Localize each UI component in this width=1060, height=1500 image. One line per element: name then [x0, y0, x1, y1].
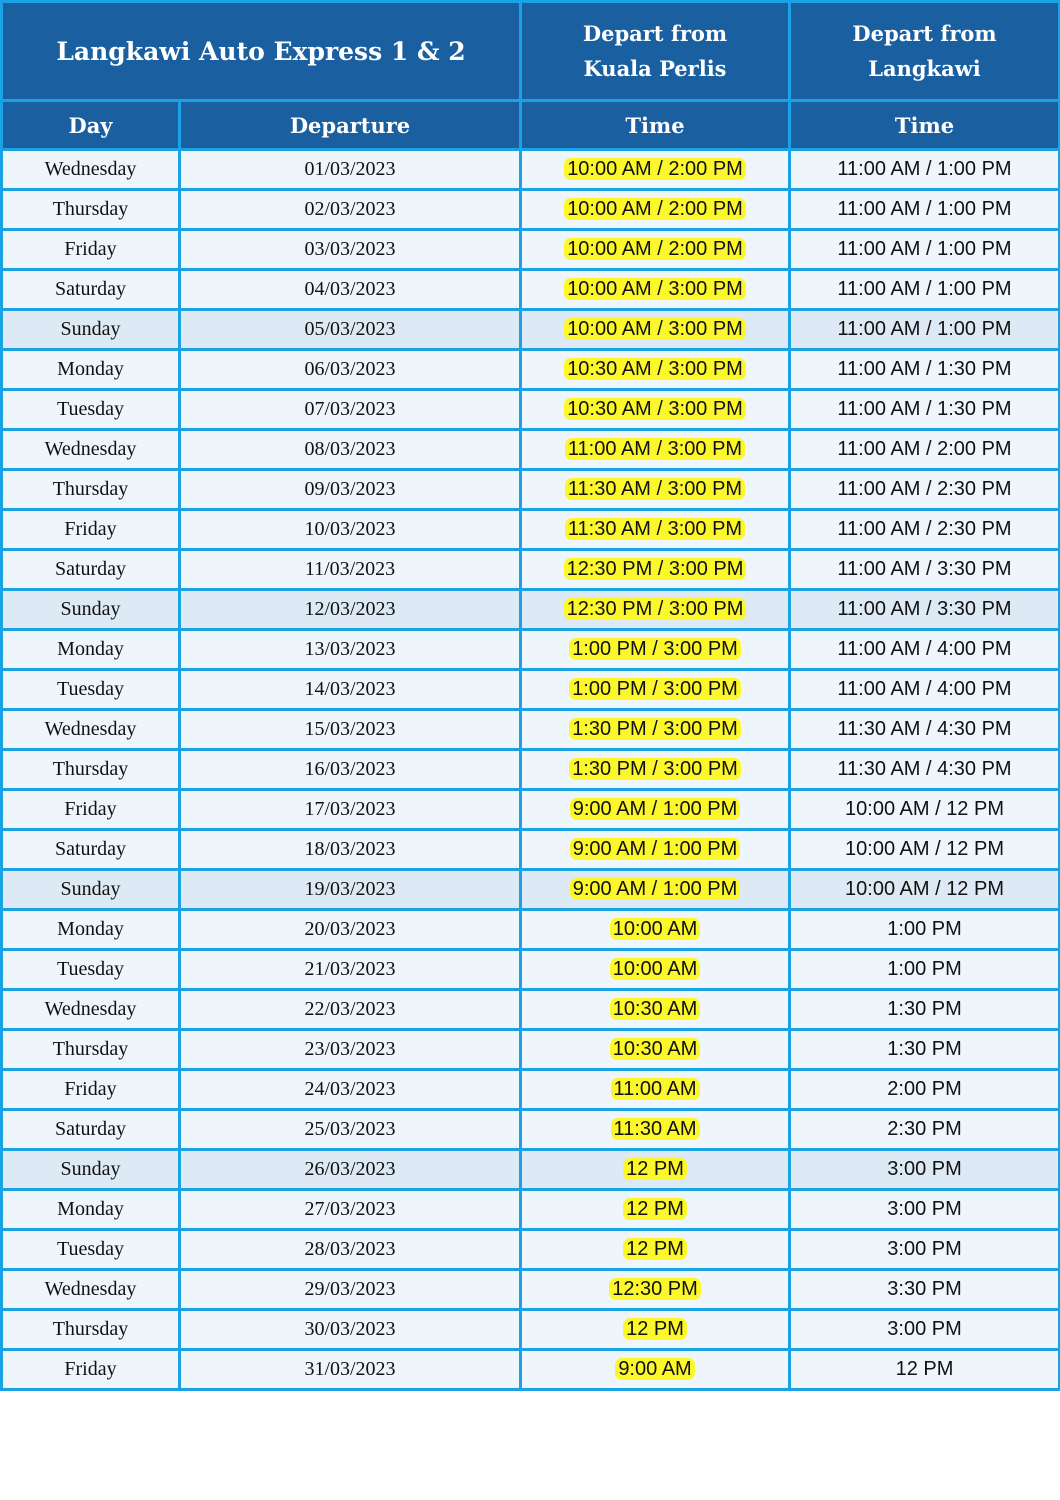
- day-cell: Wednesday: [2, 990, 180, 1030]
- langkawi-time-cell: 11:00 AM / 1:00 PM: [790, 310, 1060, 350]
- day-cell: Tuesday: [2, 390, 180, 430]
- kuala-perlis-time-cell: [521, 590, 790, 630]
- header-langkawi-time: Time: [790, 101, 1060, 150]
- kuala-perlis-time-cell: [521, 550, 790, 590]
- departure-date-cell: 19/03/2023: [180, 870, 521, 910]
- direction-kuala-perlis-line2: Kuala Perlis: [583, 56, 727, 81]
- langkawi-time-cell: 11:00 AM / 1:00 PM: [790, 190, 1060, 230]
- departure-date-cell: 17/03/2023: [180, 790, 521, 830]
- highlighted-time: 10:00 AM: [610, 958, 701, 980]
- table-row: [2, 390, 1060, 430]
- header-departure: Departure: [180, 101, 521, 150]
- day-cell: Friday: [2, 230, 180, 270]
- langkawi-time-cell: 11:00 AM / 4:00 PM: [790, 670, 1060, 710]
- departure-date-cell: 08/03/2023: [180, 430, 521, 470]
- kuala-perlis-time-cell: [521, 390, 790, 430]
- langkawi-time-cell: 11:00 AM / 1:00 PM: [790, 230, 1060, 270]
- langkawi-time-cell: 11:30 AM / 4:30 PM: [790, 710, 1060, 750]
- langkawi-time-cell: 1:30 PM: [790, 990, 1060, 1030]
- table-row: [2, 910, 1060, 950]
- departure-date-cell: 25/03/2023: [180, 1110, 521, 1150]
- table-row: [2, 870, 1060, 910]
- departure-date-cell: 27/03/2023: [180, 1190, 521, 1230]
- langkawi-time-cell: 10:00 AM / 12 PM: [790, 790, 1060, 830]
- kuala-perlis-time-cell: [521, 1310, 790, 1350]
- column-header-row: [2, 101, 1060, 150]
- departure-date-cell: 23/03/2023: [180, 1030, 521, 1070]
- kuala-perlis-time-cell: [521, 710, 790, 750]
- kuala-perlis-time-cell: [521, 1150, 790, 1190]
- table-row: [2, 230, 1060, 270]
- day-cell: Friday: [2, 1070, 180, 1110]
- table-row: [2, 550, 1060, 590]
- table-row: [2, 670, 1060, 710]
- table-row: [2, 1030, 1060, 1070]
- langkawi-time-cell: 11:30 AM / 4:30 PM: [790, 750, 1060, 790]
- langkawi-time-cell: 11:00 AM / 1:30 PM: [790, 350, 1060, 390]
- langkawi-time-cell: 3:00 PM: [790, 1310, 1060, 1350]
- day-cell: Sunday: [2, 590, 180, 630]
- departure-date-cell: 18/03/2023: [180, 830, 521, 870]
- table-row: [2, 470, 1060, 510]
- day-cell: Wednesday: [2, 710, 180, 750]
- table-row: [2, 310, 1060, 350]
- departure-date-cell: 30/03/2023: [180, 1310, 521, 1350]
- table-row: [2, 590, 1060, 630]
- departure-date-cell: 13/03/2023: [180, 630, 521, 670]
- kuala-perlis-time-cell: [521, 870, 790, 910]
- kuala-perlis-time-cell: [521, 670, 790, 710]
- departure-date-cell: 06/03/2023: [180, 350, 521, 390]
- day-cell: Thursday: [2, 190, 180, 230]
- header-kuala-perlis-time: Time: [521, 101, 790, 150]
- table-row: [2, 150, 1060, 190]
- highlighted-time: 11:30 AM / 3:00 PM: [565, 478, 745, 500]
- departure-date-cell: 04/03/2023: [180, 270, 521, 310]
- table-row: [2, 710, 1060, 750]
- highlighted-time: 12:30 PM / 3:00 PM: [564, 598, 747, 620]
- day-cell: Tuesday: [2, 1230, 180, 1270]
- kuala-perlis-time-cell: [521, 990, 790, 1030]
- langkawi-time-cell: 3:00 PM: [790, 1230, 1060, 1270]
- langkawi-time-cell: 3:30 PM: [790, 1270, 1060, 1310]
- kuala-perlis-time-cell: [521, 910, 790, 950]
- table-row: [2, 1310, 1060, 1350]
- departure-date-cell: 03/03/2023: [180, 230, 521, 270]
- langkawi-time-cell: 11:00 AM / 4:00 PM: [790, 630, 1060, 670]
- departure-date-cell: 31/03/2023: [180, 1350, 521, 1390]
- kuala-perlis-time-cell: [521, 950, 790, 990]
- langkawi-time-cell: 3:00 PM: [790, 1190, 1060, 1230]
- highlighted-time: 12:30 PM / 3:00 PM: [564, 558, 747, 580]
- langkawi-time-cell: 11:00 AM / 3:30 PM: [790, 550, 1060, 590]
- departure-date-cell: 28/03/2023: [180, 1230, 521, 1270]
- table-row: [2, 790, 1060, 830]
- table-row: [2, 950, 1060, 990]
- langkawi-time-cell: 3:00 PM: [790, 1150, 1060, 1190]
- day-cell: Monday: [2, 350, 180, 390]
- highlighted-time: 12 PM: [623, 1198, 687, 1220]
- highlighted-time: 1:30 PM / 3:00 PM: [569, 758, 741, 780]
- table-row: [2, 1070, 1060, 1110]
- table-row: [2, 1230, 1060, 1270]
- day-cell: Saturday: [2, 1110, 180, 1150]
- day-cell: Thursday: [2, 1310, 180, 1350]
- langkawi-time-cell: 11:00 AM / 2:00 PM: [790, 430, 1060, 470]
- kuala-perlis-time-cell: [521, 1110, 790, 1150]
- day-cell: Tuesday: [2, 670, 180, 710]
- table-row: [2, 430, 1060, 470]
- kuala-perlis-time-cell: [521, 750, 790, 790]
- day-cell: Monday: [2, 1190, 180, 1230]
- kuala-perlis-time-cell: [521, 1190, 790, 1230]
- langkawi-time-cell: 1:00 PM: [790, 910, 1060, 950]
- langkawi-time-cell: 1:00 PM: [790, 950, 1060, 990]
- table-row: [2, 830, 1060, 870]
- highlighted-time: 11:00 AM: [611, 1078, 700, 1100]
- langkawi-time-cell: 12 PM: [790, 1350, 1060, 1390]
- highlighted-time: 9:00 AM / 1:00 PM: [570, 878, 741, 900]
- highlighted-time: 11:00 AM / 3:00 PM: [565, 438, 745, 460]
- kuala-perlis-time-cell: [521, 1070, 790, 1110]
- kuala-perlis-time-cell: [521, 830, 790, 870]
- langkawi-time-cell: 10:00 AM / 12 PM: [790, 870, 1060, 910]
- departure-date-cell: 05/03/2023: [180, 310, 521, 350]
- departure-date-cell: 29/03/2023: [180, 1270, 521, 1310]
- table-row: [2, 990, 1060, 1030]
- departure-date-cell: 07/03/2023: [180, 390, 521, 430]
- kuala-perlis-time-cell: [521, 350, 790, 390]
- schedule-title: Langkawi Auto Express 1 & 2: [2, 2, 521, 101]
- day-cell: Sunday: [2, 870, 180, 910]
- kuala-perlis-time-cell: [521, 430, 790, 470]
- highlighted-time: 12 PM: [623, 1318, 687, 1340]
- table-row: [2, 750, 1060, 790]
- table-row: [2, 270, 1060, 310]
- direction-langkawi: [790, 2, 1060, 101]
- langkawi-time-cell: 11:00 AM / 2:30 PM: [790, 470, 1060, 510]
- day-cell: Friday: [2, 790, 180, 830]
- day-cell: Wednesday: [2, 150, 180, 190]
- departure-date-cell: 12/03/2023: [180, 590, 521, 630]
- highlighted-time: 9:00 AM: [615, 1358, 694, 1380]
- departure-date-cell: 21/03/2023: [180, 950, 521, 990]
- day-cell: Thursday: [2, 1030, 180, 1070]
- direction-kuala-perlis-line1: Depart from: [582, 21, 728, 46]
- schedule-body: [2, 150, 1060, 1390]
- kuala-perlis-time-cell: [521, 1030, 790, 1070]
- table-row: [2, 190, 1060, 230]
- departure-date-cell: 26/03/2023: [180, 1150, 521, 1190]
- langkawi-time-cell: 11:00 AM / 1:30 PM: [790, 390, 1060, 430]
- highlighted-time: 1:00 PM / 3:00 PM: [569, 638, 741, 660]
- langkawi-time-cell: 2:00 PM: [790, 1070, 1060, 1110]
- highlighted-time: 11:30 AM / 3:00 PM: [565, 518, 745, 540]
- day-cell: Wednesday: [2, 1270, 180, 1310]
- departure-date-cell: 14/03/2023: [180, 670, 521, 710]
- highlighted-time: 10:00 AM / 3:00 PM: [564, 278, 746, 300]
- day-cell: Friday: [2, 510, 180, 550]
- highlighted-time: 10:00 AM / 2:00 PM: [564, 198, 746, 220]
- langkawi-time-cell: 10:00 AM / 12 PM: [790, 830, 1060, 870]
- day-cell: Friday: [2, 1350, 180, 1390]
- departure-date-cell: 15/03/2023: [180, 710, 521, 750]
- highlighted-time: 12:30 PM: [609, 1278, 701, 1300]
- highlighted-time: 10:30 AM / 3:00 PM: [564, 358, 746, 380]
- highlighted-time: 10:00 AM / 2:00 PM: [564, 238, 746, 260]
- day-cell: Monday: [2, 910, 180, 950]
- day-cell: Monday: [2, 630, 180, 670]
- highlighted-time: 9:00 AM / 1:00 PM: [570, 838, 741, 860]
- langkawi-time-cell: 11:00 AM / 2:30 PM: [790, 510, 1060, 550]
- highlighted-time: 1:00 PM / 3:00 PM: [569, 678, 741, 700]
- day-cell: Wednesday: [2, 430, 180, 470]
- kuala-perlis-time-cell: [521, 470, 790, 510]
- departure-date-cell: 22/03/2023: [180, 990, 521, 1030]
- kuala-perlis-time-cell: [521, 630, 790, 670]
- day-cell: Thursday: [2, 750, 180, 790]
- highlighted-time: 10:00 AM / 3:00 PM: [564, 318, 746, 340]
- highlighted-time: 10:00 AM: [610, 918, 701, 940]
- highlighted-time: 9:00 AM / 1:00 PM: [570, 798, 741, 820]
- day-cell: Sunday: [2, 1150, 180, 1190]
- table-row: [2, 1270, 1060, 1310]
- highlighted-time: 10:00 AM / 2:00 PM: [564, 158, 746, 180]
- highlighted-time: 12 PM: [623, 1238, 687, 1260]
- langkawi-time-cell: 11:00 AM / 1:00 PM: [790, 270, 1060, 310]
- table-row: [2, 630, 1060, 670]
- departure-date-cell: 20/03/2023: [180, 910, 521, 950]
- langkawi-time-cell: 2:30 PM: [790, 1110, 1060, 1150]
- highlighted-time: 11:30 AM: [611, 1118, 700, 1140]
- day-cell: Tuesday: [2, 950, 180, 990]
- departure-date-cell: 24/03/2023: [180, 1070, 521, 1110]
- kuala-perlis-time-cell: [521, 230, 790, 270]
- highlighted-time: 1:30 PM / 3:00 PM: [569, 718, 741, 740]
- day-cell: Sunday: [2, 310, 180, 350]
- direction-langkawi-line2: Langkawi: [868, 56, 981, 81]
- kuala-perlis-time-cell: [521, 310, 790, 350]
- kuala-perlis-time-cell: [521, 270, 790, 310]
- direction-langkawi-line1: Depart from: [852, 21, 997, 46]
- day-cell: Saturday: [2, 830, 180, 870]
- departure-date-cell: 02/03/2023: [180, 190, 521, 230]
- langkawi-time-cell: 1:30 PM: [790, 1030, 1060, 1070]
- direction-kuala-perlis: [521, 2, 790, 101]
- highlighted-time: 10:30 AM: [610, 998, 701, 1020]
- table-row: [2, 1350, 1060, 1390]
- highlighted-time: 12 PM: [623, 1158, 687, 1180]
- day-cell: Thursday: [2, 470, 180, 510]
- departure-date-cell: 01/03/2023: [180, 150, 521, 190]
- table-row: [2, 510, 1060, 550]
- kuala-perlis-time-cell: [521, 790, 790, 830]
- day-cell: Saturday: [2, 270, 180, 310]
- kuala-perlis-time-cell: [521, 150, 790, 190]
- table-row: [2, 1110, 1060, 1150]
- langkawi-time-cell: 11:00 AM / 1:00 PM: [790, 150, 1060, 190]
- kuala-perlis-time-cell: [521, 1230, 790, 1270]
- table-row: [2, 1150, 1060, 1190]
- departure-date-cell: 11/03/2023: [180, 550, 521, 590]
- kuala-perlis-time-cell: [521, 1270, 790, 1310]
- kuala-perlis-time-cell: [521, 190, 790, 230]
- departure-date-cell: 16/03/2023: [180, 750, 521, 790]
- departure-date-cell: 10/03/2023: [180, 510, 521, 550]
- header-day: Day: [2, 101, 180, 150]
- departure-date-cell: 09/03/2023: [180, 470, 521, 510]
- table-row: [2, 1190, 1060, 1230]
- day-cell: Saturday: [2, 550, 180, 590]
- table-row: [2, 350, 1060, 390]
- langkawi-time-cell: 11:00 AM / 3:30 PM: [790, 590, 1060, 630]
- kuala-perlis-time-cell: [521, 1350, 790, 1390]
- highlighted-time: 10:30 AM: [610, 1038, 701, 1060]
- highlighted-time: 10:30 AM / 3:00 PM: [564, 398, 746, 420]
- title-row: [2, 2, 1060, 101]
- kuala-perlis-time-cell: [521, 510, 790, 550]
